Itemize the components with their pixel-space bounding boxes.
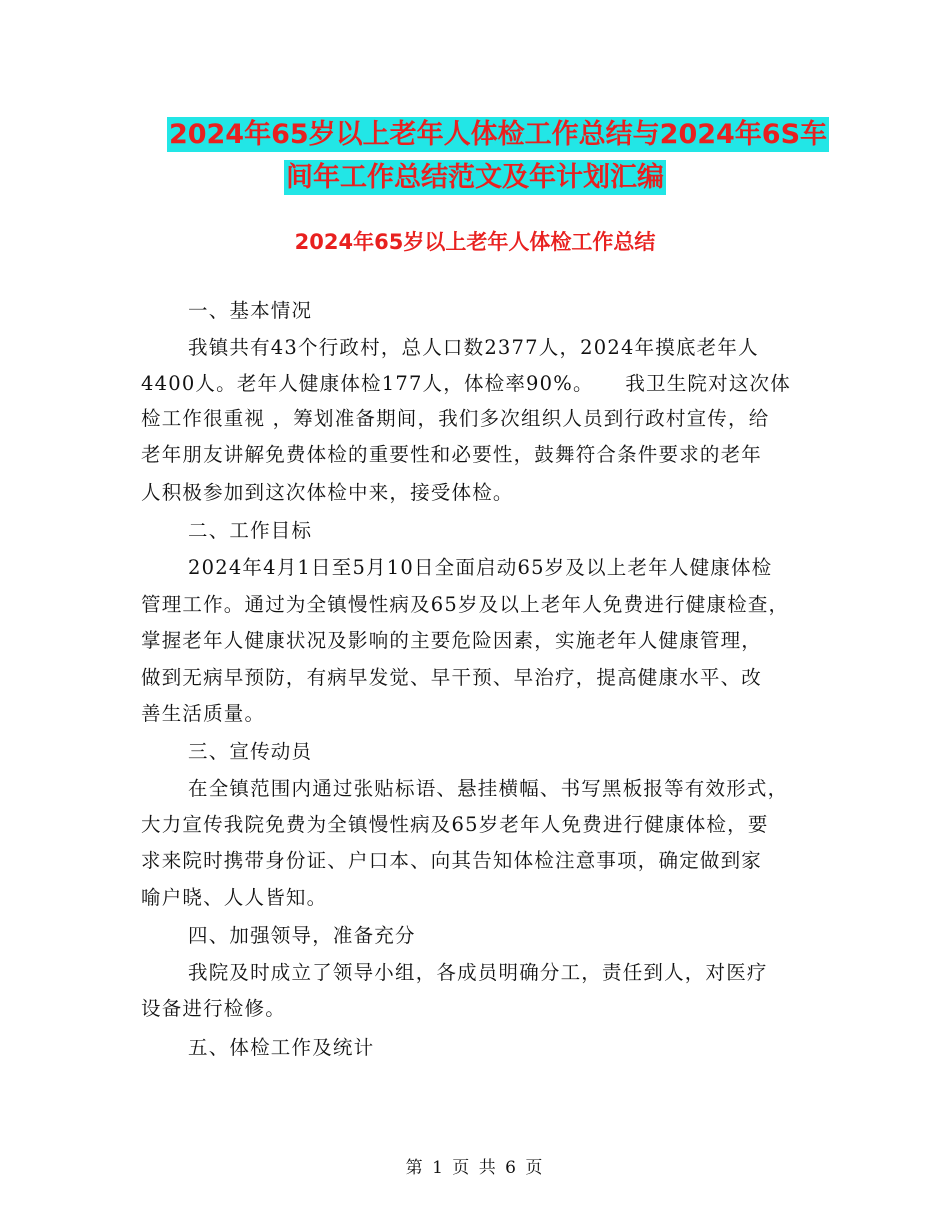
- paragraph-line: 人积极参加到这次体检中来，接受体检。: [141, 481, 514, 504]
- document-title-line-2: 间年工作总结范文及年计划汇编: [286, 162, 664, 193]
- page-footer: 第 1 页 共 6 页: [405, 1158, 545, 1178]
- heading-leadership: 四、加强领导，准备充分: [188, 924, 416, 947]
- paragraph-line: 2024年4月1日至5月10日全面启动65岁及以上老年人健康体检: [188, 556, 773, 579]
- paragraph-line: 我镇共有43个行政村，总人口数2377人，2024年摸底老年人: [188, 336, 759, 359]
- paragraph-line: 求来院时携带身份证、户口本、向其告知体检注意事项，确定做到家: [141, 849, 763, 872]
- paragraph-line: 设备进行检修。: [141, 997, 286, 1020]
- paragraph-line: 在全镇范围内通过张贴标语、悬挂横幅、书写黑板报等有效形式，: [188, 777, 789, 800]
- document-title-line-1: 2024年65岁以上老年人体检工作总结与2024年6S车: [168, 119, 828, 150]
- paragraph-line: 喻户晓、人人皆知。: [141, 886, 328, 909]
- heading-basic-situation: 一、基本情况: [188, 299, 313, 322]
- paragraph-line: 管理工作。通过为全镇慢性病及65岁及以上老年人免费进行健康检查，: [141, 593, 790, 616]
- paragraph-line: 掌握老年人健康状况及影响的主要危险因素，实施老年人健康管理，: [141, 629, 763, 652]
- heading-publicity: 三、宣传动员: [188, 740, 313, 763]
- paragraph-line: 我院及时成立了领导小组，各成员明确分工，责任到人，对医疗: [188, 961, 768, 984]
- heading-exam-statistics: 五、体检工作及统计: [188, 1036, 375, 1059]
- paragraph-line: 善生活质量。: [141, 702, 266, 725]
- section-subtitle: 2024年65岁以上老年人体检工作总结: [294, 230, 656, 254]
- paragraph-line: 检工作很重视 ，筹划准备期间，我们多次组织人员到行政村宣传，给: [141, 407, 770, 430]
- paragraph-line: 大力宣传我院免费为全镇慢性病及65岁老年人免费进行健康体检，要: [141, 813, 769, 836]
- paragraph-line: 做到无病早预防，有病早发觉、早干预、早治疗，提高健康水平、改: [141, 666, 763, 689]
- heading-work-goals: 二、工作目标: [188, 519, 313, 542]
- paragraph-line: 老年朋友讲解免费体检的重要性和必要性，鼓舞符合条件要求的老年: [141, 443, 763, 466]
- paragraph-line: 4400人。老年人健康体检177人，体检率90%。 我卫生院对这次体: [141, 372, 791, 395]
